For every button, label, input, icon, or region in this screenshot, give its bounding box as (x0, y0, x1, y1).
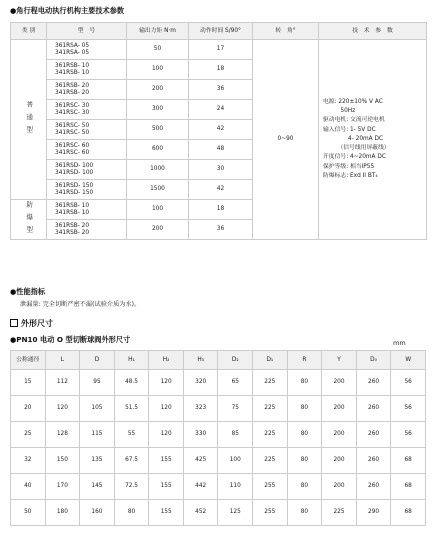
table-row (11, 396, 426, 422)
dimensions-cell: 170 (45, 474, 80, 500)
spec-line: 防爆标志: Exd II BT₄ (323, 172, 378, 179)
header-category: 类 别 (11, 23, 47, 40)
dimensions-header-cell: R (287, 351, 322, 370)
dimensions-cell: 85 (218, 422, 253, 448)
table-row (11, 474, 426, 500)
dimensions-cell: 115 (80, 422, 115, 448)
dimensions-cell: 100 (218, 448, 253, 474)
dimensions-cell: 95 (80, 370, 115, 396)
torque-cell: 600 (127, 140, 189, 160)
torque-cell: 1500 (127, 180, 189, 200)
dimensions-cell: 425 (183, 448, 218, 474)
time-cell: 42 (189, 120, 253, 140)
dimensions-cell: 225 (253, 370, 288, 396)
dimensions-cell: 155 (149, 448, 184, 474)
section-title-tech-params: ●角行程电动执行机构主要技术参数 (10, 6, 125, 15)
dimensions-cell: 225 (322, 500, 357, 526)
dimensions-cell: 80 (287, 500, 322, 526)
header-model: 型 号 (47, 23, 127, 40)
torque-cell: 500 (127, 120, 189, 140)
dimensions-header-cell: D₁ (253, 351, 288, 370)
tech-params-table (10, 22, 427, 240)
header-angle: 转 角° (253, 23, 319, 40)
dimensions-cell: 200 (322, 422, 357, 448)
dimensions-cell: 15 (11, 370, 46, 396)
dimensions-cell: 20 (11, 396, 46, 422)
dimensions-cell: 68 (391, 448, 426, 474)
category-normal: 普通型 (11, 40, 47, 200)
angle-cell: 0~90 (253, 40, 319, 240)
model-cell: 361RSC- 50 341RSC- 50 (47, 120, 127, 140)
dimensions-cell: 25 (11, 422, 46, 448)
torque-cell: 1000 (127, 160, 189, 180)
dimensions-cell: 67.5 (114, 448, 149, 474)
dimensions-cell: 330 (183, 422, 218, 448)
dimensions-cell: 260 (356, 448, 391, 474)
model-cell: 361RSD- 150 341RSD- 150 (47, 180, 127, 200)
dimensions-cell: 260 (356, 422, 391, 448)
model-cell: 361RSA- 05 341RSA- 05 (47, 40, 127, 60)
category-explosion-proof: 防爆型 (11, 200, 47, 240)
model-cell: 361RSB- 20 341RSB- 20 (47, 80, 127, 100)
spec-line: 驱动电机: 交流可逆电机 (323, 117, 385, 124)
dimensions-cell: 255 (253, 474, 288, 500)
specs-cell (319, 40, 427, 240)
table-row (11, 448, 426, 474)
dimensions-cell: 120 (149, 422, 184, 448)
header-time: 动作时间 S/90° (189, 23, 253, 40)
dimensions-cell: 260 (356, 396, 391, 422)
dimensions-cell: 68 (391, 500, 426, 526)
time-cell: 17 (189, 40, 253, 60)
performance-title: ●性能指标 (10, 287, 46, 296)
dimensions-table (10, 350, 426, 526)
dimensions-cell: 200 (322, 370, 357, 396)
dimensions-header-cell: D₂ (218, 351, 253, 370)
dimensions-header-cell: H₂ (149, 351, 184, 370)
header-torque: 输出力矩 N·m (127, 23, 189, 40)
dimensions-cell: 180 (45, 500, 80, 526)
time-cell: 48 (189, 140, 253, 160)
table-row (11, 40, 427, 60)
dimensions-subtitle: ●PN10 电动 O 型切断球阀外形尺寸 (10, 335, 131, 344)
dimensions-cell: 442 (183, 474, 218, 500)
dimensions-header-cell: 公称通径 (11, 351, 46, 370)
spec-line: 开度信号: 4~20mA DC (323, 154, 386, 161)
dimensions-cell: 260 (356, 474, 391, 500)
dimensions-cell: 260 (356, 370, 391, 396)
tech-params-header-row (11, 23, 427, 40)
dimensions-cell: 255 (253, 500, 288, 526)
dimensions-header-cell: D (80, 351, 115, 370)
dimensions-cell: 80 (287, 448, 322, 474)
dimensions-cell: 452 (183, 500, 218, 526)
model-cell: 361RSC- 60 341RSC- 60 (47, 140, 127, 160)
dimensions-cell: 80 (287, 370, 322, 396)
dimensions-cell: 72.5 (114, 474, 149, 500)
unit-label: mm (393, 339, 406, 347)
spec-line: 输入信号: 1- 5V DC (323, 126, 376, 133)
performance-text: 泄漏量: 完全切断严密不漏(试验介质为水)。 (20, 301, 141, 308)
model-cell: 361RSD- 100 341RSD- 100 (47, 160, 127, 180)
dimensions-cell: 75 (218, 396, 253, 422)
header-specs: 技 术 参 数 (319, 23, 427, 40)
dimensions-header-cell: L (45, 351, 80, 370)
time-cell: 24 (189, 100, 253, 120)
dimensions-cell: 55 (114, 422, 149, 448)
dimensions-cell: 112 (45, 370, 80, 396)
dimensions-cell: 68 (391, 474, 426, 500)
dimensions-cell: 120 (149, 396, 184, 422)
table-row (11, 370, 426, 396)
dimensions-cell: 32 (11, 448, 46, 474)
dimensions-cell: 225 (253, 448, 288, 474)
model-cell: 361RSB- 20 341RSB- 20 (47, 220, 127, 240)
square-bullet-icon (10, 319, 18, 327)
dimensions-cell: 200 (322, 448, 357, 474)
dimensions-header-cell: Y (322, 351, 357, 370)
dimensions-cell: 80 (287, 396, 322, 422)
torque-cell: 300 (127, 100, 189, 120)
torque-cell: 50 (127, 40, 189, 60)
dimensions-cell: 56 (391, 396, 426, 422)
dimensions-cell: 50 (11, 500, 46, 526)
dimensions-cell: 105 (80, 396, 115, 422)
torque-cell: 100 (127, 200, 189, 220)
dimensions-cell: 225 (253, 396, 288, 422)
dimensions-cell: 155 (149, 500, 184, 526)
spec-line: 50Hz (323, 108, 356, 115)
dimensions-cell: 120 (149, 370, 184, 396)
model-cell: 361RSB- 10 341RSB- 10 (47, 60, 127, 80)
spec-line: 4- 20mA DC (323, 135, 383, 142)
dimensions-cell: 200 (322, 474, 357, 500)
torque-cell: 200 (127, 80, 189, 100)
dimensions-cell: 40 (11, 474, 46, 500)
torque-cell: 100 (127, 60, 189, 80)
dimensions-cell: 323 (183, 396, 218, 422)
dimensions-cell: 80 (287, 422, 322, 448)
dimensions-cell: 110 (218, 474, 253, 500)
dimensions-header-cell: D₀ (356, 351, 391, 370)
time-cell: 42 (189, 180, 253, 200)
table-row (11, 500, 426, 526)
dimensions-header-cell: H₃ (183, 351, 218, 370)
dimensions-header-cell: H₁ (114, 351, 149, 370)
dimensions-cell: 155 (149, 474, 184, 500)
time-cell: 18 (189, 60, 253, 80)
dimensions-cell: 80 (287, 474, 322, 500)
time-cell: 30 (189, 160, 253, 180)
dimensions-header-cell: W (391, 351, 426, 370)
model-cell: 361RSC- 30 341RSC- 30 (47, 100, 127, 120)
time-cell: 36 (189, 220, 253, 240)
spec-line: 电源: 220±10% V AC (323, 98, 383, 105)
dimensions-cell: 145 (80, 474, 115, 500)
dimensions-cell: 320 (183, 370, 218, 396)
dimensions-cell: 225 (253, 422, 288, 448)
dimensions-cell: 135 (80, 448, 115, 474)
spec-line: 保护等级: 相当IP55 (323, 163, 375, 170)
dimensions-cell: 51.5 (114, 396, 149, 422)
dimensions-cell: 160 (80, 500, 115, 526)
table-row (11, 422, 426, 448)
dimensions-cell: 56 (391, 370, 426, 396)
dimensions-cell: 125 (218, 500, 253, 526)
model-cell: 361RSB- 10 341RSB- 10 (47, 200, 127, 220)
dimensions-cell: 290 (356, 500, 391, 526)
dimensions-cell: 56 (391, 422, 426, 448)
time-cell: 36 (189, 80, 253, 100)
section-title-dimensions (10, 318, 53, 329)
dimensions-cell: 150 (45, 448, 80, 474)
dimensions-cell: 120 (45, 396, 80, 422)
spec-line: （信号线用屏蔽线） (323, 145, 390, 152)
dimensions-cell: 48.5 (114, 370, 149, 396)
dimensions-cell: 80 (114, 500, 149, 526)
dimensions-cell: 128 (45, 422, 80, 448)
dimensions-cell: 200 (322, 396, 357, 422)
dimensions-title-text: 外形尺寸 (21, 319, 53, 328)
torque-cell: 200 (127, 220, 189, 240)
dimensions-cell: 65 (218, 370, 253, 396)
time-cell: 18 (189, 200, 253, 220)
dimensions-header-row (11, 351, 426, 370)
